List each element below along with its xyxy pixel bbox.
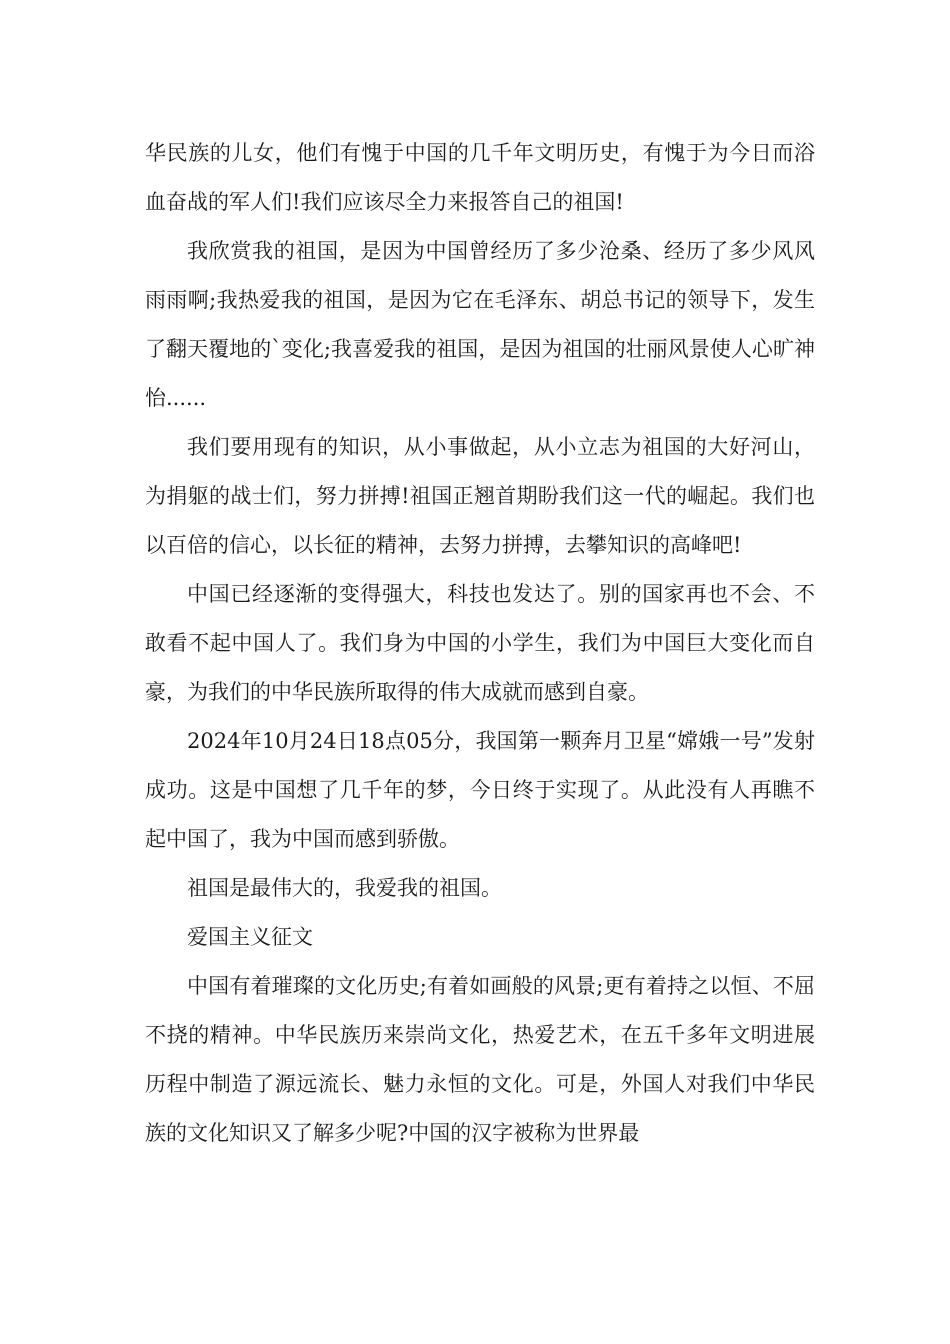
paragraph-2: 我欣赏我的祖国，是因为中国曾经历了多少沧桑、经历了多少风风雨雨啊;我热爱我的祖国，是因为它在毛泽东、胡总书记的领导下，发生了翻天覆地的`变化;我喜爱我的祖国，是因为祖国的壮丽风景使人心旷神怡...... xyxy=(145,239,815,410)
paragraph-5: 2024年10月24日18点05分，我国第一颗奔月卫星“嫦娥一号”发射成功。这是中国想了几千年的梦，今日终于实现了。从此没有人再瞧不起中国了，我为中国而感到骄傲。 xyxy=(145,729,815,851)
paragraph-6: 祖国是最伟大的，我爱我的祖国。 xyxy=(187,876,502,900)
paragraph-8: 中国有着璀璨的文化历史;有着如画般的风景;更有着持之以恒、不屈不挠的精神。中华民族历来崇尚文化，热爱艺术，在五千多年文明进展历程中制造了源远流长、魅力永恒的文化。可是，外国人对我们中华民族的文化知识又了解多少呢?中国的汉字被称为世界最 xyxy=(145,974,815,1145)
section-heading: 爱国主义征文 xyxy=(187,925,313,949)
essay-body xyxy=(145,129,815,1158)
paragraph-4: 中国已经逐渐的变得强大，科技也发达了。别的国家再也不会、不敢看不起中国人了。我们身为中国的小学生，我们为中国巨大变化而自豪，为我们的中华民族所取得的伟大成就而感到自豪。 xyxy=(145,582,815,704)
paragraph-1: 华民族的儿女，他们有愧于中国的几千年文明历史，有愧于为今日而浴血奋战的军人们!我们应该尽全力来报答自己的祖国! xyxy=(145,141,815,214)
paragraph-3: 我们要用现有的知识，从小事做起，从小立志为祖国的大好河山，为捐躯的战士们，努力拼搏!祖国正翘首期盼我们这一代的崛起。我们也以百倍的信心，以长征的精神，去努力拼搏，去攀知识的高峰吧! xyxy=(145,435,815,557)
